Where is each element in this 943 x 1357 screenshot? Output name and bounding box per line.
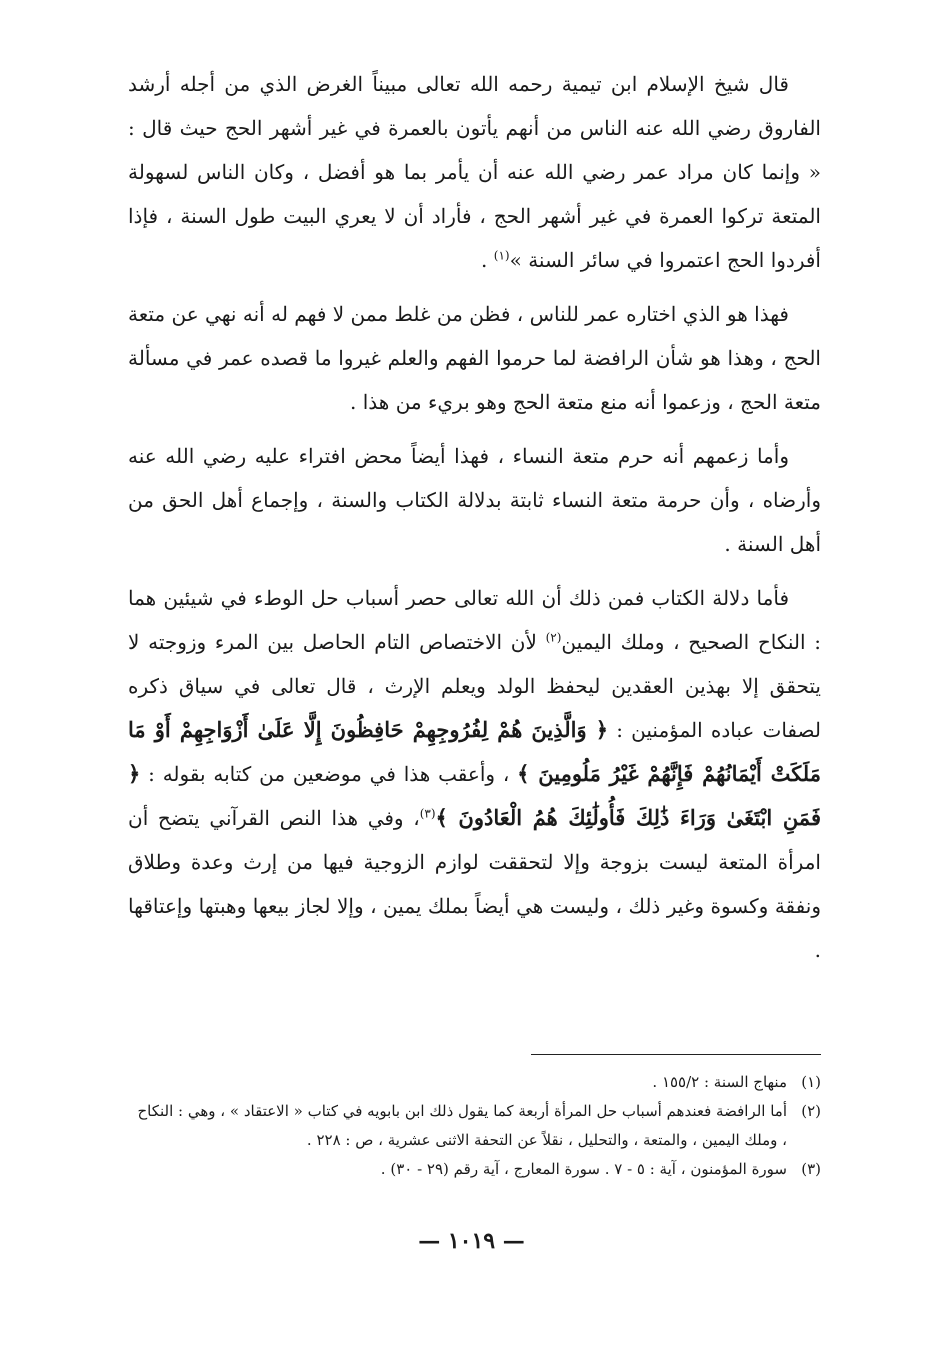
footnote-divider — [531, 1054, 821, 1055]
quran-verse-aduun: ﴿ فَمَنِ ابْتَغَىٰ وَرَاءَ ذَٰلِكَ فَأُولَٰئِكَ هُمُ الْعَادُونَ ﴾ — [128, 761, 821, 830]
footnote-1 — [128, 1068, 821, 1097]
quran-verse-mominun: ﴿ وَالَّذِينَ هُمْ لِفُرُوجِهِمْ حَافِظُونَ إِلَّا عَلَىٰ أَزْوَاجِهِمْ أَوْ مَا مَلَكَتْ أَيْمَانُهُمْ فَإِنَّهُمْ غَيْرُ مَلُومِينَ ﴾ — [128, 717, 821, 786]
footnote-number: (١) — [801, 1073, 821, 1091]
footnote-number: (٣) — [801, 1160, 821, 1178]
paragraph-text: قال شيخ الإسلام ابن تيمية رحمه الله تعالى مبيناً الغرض الذي من أجله أرشد الفاروق رضي الله عنه الناس من أنهم يأتون بالعمرة في غير أشهر الحج حيث قال : « وإنما كان مراد عمر رضي الله عنه أن يأمر بما هو أفضل ، وكان الناس لسهولة المتعة تركوا العمرة في غير أشهر الحج ، فأراد أن لا يعري البيت طول السنة ، فإذا أفردوا الحج اعتمروا في سائر السنة » — [128, 72, 821, 272]
paragraph-ibn-taymiyya-quote — [128, 62, 821, 282]
footnote-2 — [128, 1097, 821, 1155]
paragraph-nikah-mutah — [128, 434, 821, 566]
paragraph-quran-evidence — [128, 576, 821, 972]
footnote-ref-3: (٣) — [419, 806, 436, 821]
footnotes — [128, 1068, 821, 1184]
footnote-ref-1: (١) — [493, 248, 510, 263]
footnote-text: سورة المؤمنون ، آية : ٥ - ٧ . سورة المعارج ، آية رقم (٢٩ - ٣٠) . — [380, 1160, 787, 1178]
paragraph-umar-choice — [128, 292, 821, 424]
footnote-text: منهاج السنة : ١٥٥/٢ . — [652, 1073, 787, 1091]
paragraph-text: فهذا هو الذي اختاره عمر للناس ، فظن من غلط ممن لا فهم له أنه نهي عن متعة الحج ، وهذا هو شأن الرافضة لما حرموا الفهم والعلم غيروا ما قصده عمر في مسألة متعة الحج ، وزعموا أنه منع متعة الحج وهو بريء من هذا . — [128, 302, 821, 414]
page-number: — ١٠١٩ — — [418, 1228, 525, 1254]
footnote-3 — [128, 1155, 821, 1184]
paragraph-text: ، وفي هذا النص القرآني يتضح أن امرأة المتعة ليست بزوجة وإلا لتحققت لوازم الزوجية فيها من إرث وعدة وطلاق ونفقة وكسوة وغير ذلك ، وليست هي أيضاً بملك يمين ، وإلا لجاز بيعها وهبتها وإعتاقها . — [128, 806, 821, 962]
main-text — [128, 62, 821, 982]
paragraph-text: فأما دلالة الكتاب فمن ذلك أن الله تعالى حصر أسباب حل الوطء في شيئين هما : النكاح الصحيح ، وملك اليمين — [128, 586, 821, 654]
footnote-number: (٢) — [801, 1102, 821, 1120]
paragraph-text: ، وأعقب هذا في موضعين من كتابه بقوله : — [140, 762, 518, 786]
paragraph-tail: . — [481, 248, 494, 272]
paragraph-text: لأن الاختصاص التام الحاصل بين المرء وزوجته لا يتحقق إلا بهذين العقدين ليحفظ الولد ويعلم الإرث ، قال تعالى في سياق ذكره لصفات عباده المؤمنين : — [128, 630, 821, 742]
footnote-ref-2: (٢) — [545, 630, 562, 645]
footnote-text: أما الرافضة فعندهم أسباب حل المرأة أربعة كما يقول ذلك ابن بابويه في كتاب « الاعتقاد » ، وهي : النكاح ، وملك اليمين ، والمتعة ، والتحليل ، نقلاً عن التحفة الاثنى عشرية ، ص : ٢٢٨ . — [137, 1102, 787, 1149]
paragraph-text: وأما زعمهم أنه حرم متعة النساء ، فهذا أيضاً محض افتراء عليه رضي الله عنه وأرضاه ، وأن حرمة متعة النساء ثابتة بدلالة الكتاب والسنة ، وإجماع أهل الحق من أهل السنة . — [128, 444, 821, 556]
